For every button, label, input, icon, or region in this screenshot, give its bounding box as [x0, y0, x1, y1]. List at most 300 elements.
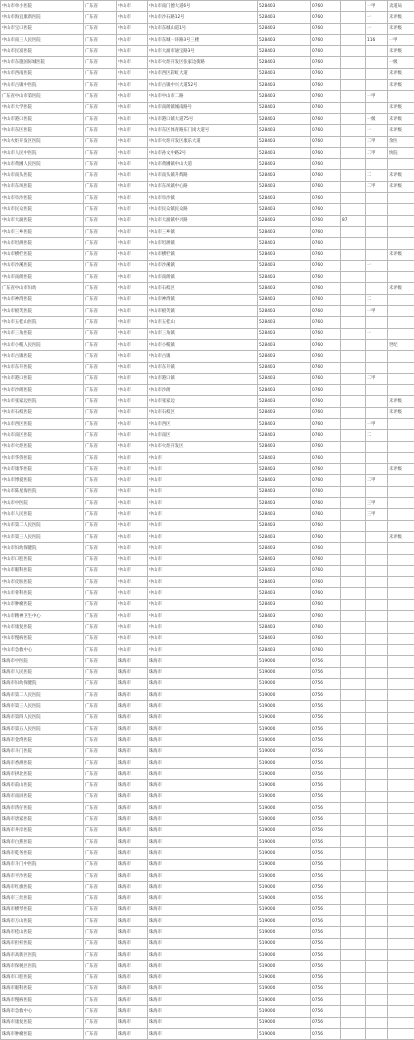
area-code-cell: 0760 [311, 1, 341, 12]
hospital-name-cell: 珠海市眼科医院 [1, 983, 84, 994]
postcode-cell: 528403 [258, 599, 311, 610]
postcode-cell: 528403 [258, 644, 311, 655]
grade-cell: 一甲 [366, 306, 388, 317]
hospital-name-cell: 中山市口腔医院 [1, 554, 84, 565]
hospital-name-cell: 中山市骨科医院 [1, 588, 84, 599]
grade-cell [366, 249, 388, 260]
note-cell [388, 938, 414, 949]
city-cell: 中山市 [117, 452, 148, 463]
address-cell: 珠海市 [148, 814, 258, 825]
city-cell: 中山市 [117, 57, 148, 68]
postcode-cell: 519000 [258, 656, 311, 667]
hospital-name-cell: 中山市中医院 [1, 498, 84, 509]
province-cell: 广东省 [84, 554, 117, 565]
beds-cell [341, 23, 366, 34]
area-code-cell: 0760 [311, 306, 341, 317]
grade-cell [366, 1029, 388, 1040]
postcode-cell: 528403 [258, 306, 311, 317]
note-cell: 未评级 [388, 464, 414, 475]
area-code-cell: 0756 [311, 972, 341, 983]
postcode-cell: 528403 [258, 328, 311, 339]
postcode-cell: 519000 [258, 735, 311, 746]
beds-cell [341, 735, 366, 746]
area-code-cell: 0760 [311, 611, 341, 622]
address-cell: 中山市沙朗 [148, 385, 258, 396]
address-cell: 中山市火炬开发区康乐大道 [148, 136, 258, 147]
area-code-cell: 0760 [311, 260, 341, 271]
area-code-cell: 0760 [311, 633, 341, 644]
note-cell [388, 294, 414, 305]
hospital-name-cell: 中山市慢病医院 [1, 633, 84, 644]
province-cell: 广东省 [84, 972, 117, 983]
address-cell: 中山市火炬开发区张家边街路 [148, 57, 258, 68]
note-cell: 一甲 [388, 34, 414, 45]
postcode-cell: 519000 [258, 927, 311, 938]
beds-cell [341, 961, 366, 972]
note-cell [388, 995, 414, 1006]
province-cell: 广东省 [84, 836, 117, 847]
grade-cell: 二甲 [366, 136, 388, 147]
address-cell: 珠海市 [148, 927, 258, 938]
area-code-cell: 0760 [311, 385, 341, 396]
table-row [1, 385, 414, 396]
postcode-cell: 528403 [258, 407, 311, 418]
grade-cell [366, 735, 388, 746]
note-cell [388, 644, 414, 655]
grade-cell [366, 995, 388, 1006]
area-code-cell: 0756 [311, 949, 341, 960]
area-code-cell: 0760 [311, 294, 341, 305]
city-cell: 中山市 [117, 1, 148, 12]
beds-cell [341, 181, 366, 192]
beds-cell [341, 498, 366, 509]
address-cell: 中山市大涌市通宝路3号 [148, 46, 258, 57]
city-cell: 中山市 [117, 249, 148, 260]
beds-cell [341, 317, 366, 328]
address-cell: 珠海市 [148, 893, 258, 904]
postcode-cell: 528403 [258, 125, 311, 136]
note-cell [388, 836, 414, 847]
note-cell [388, 769, 414, 780]
table-row [1, 193, 414, 204]
address-cell: 珠海市 [148, 667, 258, 678]
table-row [1, 23, 414, 34]
postcode-cell: 528403 [258, 57, 311, 68]
city-cell: 珠海市 [117, 791, 148, 802]
area-code-cell: 0760 [311, 339, 341, 350]
area-code-cell: 0760 [311, 80, 341, 91]
beds-cell [341, 362, 366, 373]
table-row [1, 735, 414, 746]
postcode-cell: 519000 [258, 882, 311, 893]
address-cell: 中山市神湾镇 [148, 294, 258, 305]
note-cell [388, 1029, 414, 1040]
hospital-name-cell: 中山市三角医院 [1, 328, 84, 339]
area-code-cell: 0760 [311, 475, 341, 486]
address-cell: 中山市石岐区 [148, 283, 258, 294]
address-cell: 珠海市 [148, 882, 258, 893]
hospital-name-cell: 中山市张家边医院 [1, 396, 84, 407]
beds-cell [341, 825, 366, 836]
hospital-name-cell: 珠海市三灶医院 [1, 893, 84, 904]
area-code-cell: 0760 [311, 238, 341, 249]
table-row [1, 12, 414, 23]
province-cell: 广东省 [84, 181, 117, 192]
postcode-cell: 528403 [258, 272, 311, 283]
hospital-name-cell: 中山市宝口医院 [1, 23, 84, 34]
area-code-cell: 0756 [311, 927, 341, 938]
address-cell: 中山市横栏镇 [148, 249, 258, 260]
grade-cell [366, 938, 388, 949]
city-cell: 珠海市 [117, 1006, 148, 1017]
hospital-name-cell: 中山市康华医院 [1, 464, 84, 475]
postcode-cell: 528403 [258, 68, 311, 79]
hospital-name-cell: 珠海市湾仔医院 [1, 803, 84, 814]
area-code-cell: 0760 [311, 136, 341, 147]
note-cell: 未评级 [388, 531, 414, 542]
hospital-name-cell: 珠海市第五人民医院 [1, 724, 84, 735]
postcode-cell: 528403 [258, 159, 311, 170]
province-cell: 广东省 [84, 486, 117, 497]
grade-cell [366, 238, 388, 249]
grade-cell: 一 [366, 328, 388, 339]
hospital-name-cell: 中山市第三人民医院 [1, 531, 84, 542]
province-cell: 广东省 [84, 147, 117, 158]
postcode-cell: 528403 [258, 260, 311, 271]
area-code-cell: 0760 [311, 565, 341, 576]
postcode-cell: 528403 [258, 520, 311, 531]
beds-cell [341, 1006, 366, 1017]
grade-cell [366, 577, 388, 588]
postcode-cell: 528403 [258, 193, 311, 204]
address-cell: 中山市 [148, 599, 258, 610]
postcode-cell: 519000 [258, 893, 311, 904]
note-cell [388, 543, 414, 554]
postcode-cell: 519000 [258, 972, 311, 983]
beds-cell [341, 34, 366, 45]
beds-cell [341, 644, 366, 655]
city-cell: 中山市 [117, 215, 148, 226]
city-cell: 中山市 [117, 23, 148, 34]
table-row [1, 57, 414, 68]
postcode-cell: 519000 [258, 757, 311, 768]
address-cell: 中山市孙文中路2号 [148, 147, 258, 158]
postcode-cell: 528403 [258, 509, 311, 520]
province-cell: 广东省 [84, 136, 117, 147]
note-cell: 一级 [388, 57, 414, 68]
area-code-cell: 0756 [311, 690, 341, 701]
postcode-cell: 528403 [258, 215, 311, 226]
address-cell: 中山市中山市二路 [148, 91, 258, 102]
address-cell: 珠海市 [148, 938, 258, 949]
table-row [1, 757, 414, 768]
grade-cell: 二 [366, 430, 388, 441]
province-cell: 广东省 [84, 678, 117, 689]
city-cell: 珠海市 [117, 757, 148, 768]
beds-cell [341, 611, 366, 622]
area-code-cell: 0760 [311, 181, 341, 192]
note-cell [388, 91, 414, 102]
postcode-cell: 528403 [258, 554, 311, 565]
table-row [1, 1, 414, 12]
table-row [1, 91, 414, 102]
grade-cell [366, 554, 388, 565]
city-cell: 中山市 [117, 34, 148, 45]
beds-cell [341, 441, 366, 452]
grade-cell [366, 780, 388, 791]
postcode-cell: 528403 [258, 452, 311, 463]
area-code-cell: 0760 [311, 272, 341, 283]
province-cell: 广东省 [84, 328, 117, 339]
postcode-cell: 528403 [258, 91, 311, 102]
area-code-cell: 0760 [311, 46, 341, 57]
province-cell: 广东省 [84, 520, 117, 531]
hospital-name-cell: 中山市神湾医院 [1, 294, 84, 305]
beds-cell [341, 995, 366, 1006]
hospital-name-cell: 中山市康复医院 [1, 622, 84, 633]
province-cell: 广东省 [84, 633, 117, 644]
table-row [1, 949, 414, 960]
postcode-cell: 528403 [258, 588, 311, 599]
city-cell: 中山市 [117, 204, 148, 215]
address-cell: 中山市 [148, 554, 258, 565]
table-row [1, 1017, 414, 1028]
table-row [1, 272, 414, 283]
province-cell: 广东省 [84, 904, 117, 915]
postcode-cell: 519000 [258, 859, 311, 870]
table-row [1, 554, 414, 565]
beds-cell [341, 701, 366, 712]
city-cell: 中山市 [117, 588, 148, 599]
area-code-cell: 0760 [311, 351, 341, 362]
address-cell: 中山市 [148, 644, 258, 655]
beds-cell [341, 724, 366, 735]
beds-cell [341, 170, 366, 181]
city-cell: 中山市 [117, 577, 148, 588]
table-row [1, 916, 414, 927]
beds-cell [341, 791, 366, 802]
note-cell [388, 870, 414, 881]
city-cell: 中山市 [117, 373, 148, 384]
city-cell: 中山市 [117, 306, 148, 317]
beds-cell [341, 68, 366, 79]
city-cell: 珠海市 [117, 656, 148, 667]
province-cell: 广东省 [84, 498, 117, 509]
area-code-cell: 0760 [311, 418, 341, 429]
postcode-cell: 528403 [258, 543, 311, 554]
city-cell: 中山市 [117, 339, 148, 350]
table-row [1, 859, 414, 870]
beds-cell: 87 [341, 215, 366, 226]
hospital-name-cell: 珠海市红旗医院 [1, 882, 84, 893]
table-row [1, 351, 414, 362]
city-cell: 珠海市 [117, 882, 148, 893]
table-row [1, 814, 414, 825]
area-code-cell: 0756 [311, 791, 341, 802]
area-code-cell: 0760 [311, 407, 341, 418]
table-row [1, 678, 414, 689]
city-cell: 珠海市 [117, 893, 148, 904]
province-cell: 广东省 [84, 362, 117, 373]
area-code-cell: 0760 [311, 12, 341, 23]
note-cell [388, 260, 414, 271]
area-code-cell: 0760 [311, 543, 341, 554]
address-cell: 珠海市 [148, 870, 258, 881]
province-cell: 广东省 [84, 938, 117, 949]
grade-cell [366, 1006, 388, 1017]
address-cell: 珠海市 [148, 859, 258, 870]
city-cell: 珠海市 [117, 667, 148, 678]
province-cell: 广东省 [84, 701, 117, 712]
grade-cell [366, 746, 388, 757]
postcode-cell: 528403 [258, 622, 311, 633]
grade-cell [366, 599, 388, 610]
city-cell: 中山市 [117, 181, 148, 192]
address-cell: 中山市五桂山 [148, 317, 258, 328]
hospital-name-cell: 中山火炬开发区医院 [1, 136, 84, 147]
province-cell: 广东省 [84, 1029, 117, 1040]
area-code-cell: 0760 [311, 102, 341, 113]
note-cell [388, 757, 414, 768]
grade-cell [366, 701, 388, 712]
table-row [1, 836, 414, 847]
address-cell: 珠海市 [148, 961, 258, 972]
note-cell: 快院 [388, 147, 414, 158]
address-cell: 珠海市 [148, 791, 258, 802]
hospital-name-cell: 中山市石岐医院 [1, 407, 84, 418]
address-cell: 珠海市 [148, 735, 258, 746]
table-row [1, 1006, 414, 1017]
beds-cell [341, 46, 366, 57]
grade-cell [366, 825, 388, 836]
city-cell: 珠海市 [117, 949, 148, 960]
grade-cell: 二 [366, 170, 388, 181]
city-cell: 珠海市 [117, 712, 148, 723]
beds-cell [341, 407, 366, 418]
grade-cell [366, 215, 388, 226]
grade-cell [366, 283, 388, 294]
province-cell: 广东省 [84, 260, 117, 271]
table-row [1, 927, 414, 938]
area-code-cell: 0756 [311, 904, 341, 915]
postcode-cell: 519000 [258, 1029, 311, 1040]
area-code-cell: 0760 [311, 520, 341, 531]
city-cell: 中山市 [117, 260, 148, 271]
address-cell: 珠海市 [148, 825, 258, 836]
note-cell [388, 678, 414, 689]
address-cell: 中山市南区 [148, 430, 258, 441]
province-cell: 广东省 [84, 80, 117, 91]
grade-cell [366, 159, 388, 170]
city-cell: 中山市 [117, 136, 148, 147]
postcode-cell: 528403 [258, 531, 311, 542]
beds-cell [341, 238, 366, 249]
address-cell: 中山市大涌镇中兴路 [148, 215, 258, 226]
hospital-name-cell: 广东省中山市第医院 [1, 91, 84, 102]
postcode-cell: 528403 [258, 1, 311, 12]
province-cell: 广东省 [84, 215, 117, 226]
hospital-name-cell: 中山市五桂山医院 [1, 317, 84, 328]
area-code-cell: 0756 [311, 916, 341, 927]
grade-cell [366, 791, 388, 802]
table-row [1, 870, 414, 881]
address-cell: 中山市民众镇民众路 [148, 204, 258, 215]
address-cell: 珠海市 [148, 972, 258, 983]
area-code-cell: 0760 [311, 193, 341, 204]
province-cell: 广东省 [84, 611, 117, 622]
table-row [1, 294, 414, 305]
hospital-name-cell: 珠海市急救中心 [1, 1006, 84, 1017]
note-cell [388, 204, 414, 215]
address-cell: 珠海市 [148, 803, 258, 814]
address-cell: 中山市东城一环路3号三楼 [148, 34, 258, 45]
address-cell: 中山市三角镇 [148, 328, 258, 339]
hospital-name-cell: 中山市古镇医院 [1, 351, 84, 362]
postcode-cell: 528403 [258, 147, 311, 158]
beds-cell [341, 1017, 366, 1028]
area-code-cell: 0756 [311, 893, 341, 904]
postcode-cell: 519000 [258, 780, 311, 791]
address-cell: 中山市板芙镇 [148, 306, 258, 317]
address-cell: 中山市 [148, 622, 258, 633]
hospital-name-cell: 中山市港口医院 [1, 373, 84, 384]
area-code-cell: 0756 [311, 803, 341, 814]
hospital-name-cell: 珠海市康复医院 [1, 1017, 84, 1028]
table-row [1, 407, 414, 418]
beds-cell [341, 543, 366, 554]
beds-cell [341, 80, 366, 91]
table-row [1, 983, 414, 994]
city-cell: 中山市 [117, 238, 148, 249]
area-code-cell: 0756 [311, 870, 341, 881]
city-cell: 珠海市 [117, 690, 148, 701]
province-cell: 广东省 [84, 893, 117, 904]
area-code-cell: 0760 [311, 147, 341, 158]
area-code-cell: 0756 [311, 836, 341, 847]
city-cell: 中山市 [117, 407, 148, 418]
grade-cell [366, 882, 388, 893]
area-code-cell: 0760 [311, 170, 341, 181]
note-cell [388, 667, 414, 678]
table-row [1, 159, 414, 170]
city-cell: 中山市 [117, 362, 148, 373]
city-cell: 中山市 [117, 464, 148, 475]
address-cell: 中山市 [148, 509, 258, 520]
beds-cell [341, 836, 366, 847]
hospital-name-cell: 珠海市高新区医院 [1, 949, 84, 960]
beds-cell [341, 351, 366, 362]
beds-cell [341, 204, 366, 215]
grade-cell [366, 452, 388, 463]
city-cell: 中山市 [117, 543, 148, 554]
beds-cell [341, 486, 366, 497]
hospital-name-cell: 珠海市乾务医院 [1, 848, 84, 859]
city-cell: 中山市 [117, 475, 148, 486]
note-cell: 未评级 [388, 102, 414, 113]
hospital-name-cell: 珠海市第四人民医院 [1, 712, 84, 723]
address-cell: 珠海市 [148, 656, 258, 667]
table-row [1, 509, 414, 520]
area-code-cell: 0760 [311, 91, 341, 102]
address-cell: 珠海市 [148, 746, 258, 757]
table-row [1, 577, 414, 588]
city-cell: 中山市 [117, 509, 148, 520]
area-code-cell: 0756 [311, 814, 341, 825]
beds-cell [341, 588, 366, 599]
table-row [1, 724, 414, 735]
grade-cell [366, 611, 388, 622]
note-cell [388, 916, 414, 927]
